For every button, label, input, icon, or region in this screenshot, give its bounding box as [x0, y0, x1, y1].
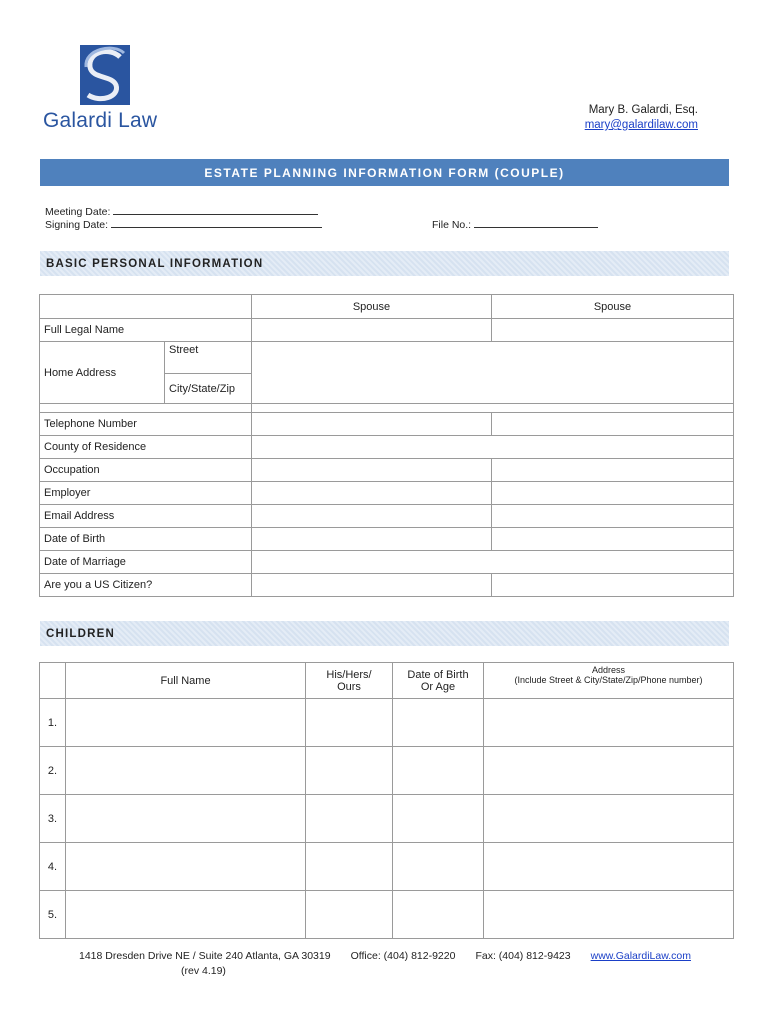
child-relation-header-line2: Ours	[337, 680, 361, 693]
child-address-cell[interactable]	[484, 747, 734, 795]
child-address-cell[interactable]	[484, 795, 734, 843]
child-relation-cell[interactable]	[306, 843, 393, 891]
child-address-cell[interactable]	[484, 699, 734, 747]
children-table	[39, 662, 734, 939]
child-row-number: 4.	[40, 843, 66, 891]
signing-date-label: Signing Date:	[45, 219, 109, 231]
basic-info-table	[39, 294, 734, 597]
footer-fax: Fax: (404) 812-9423	[475, 950, 571, 962]
child-dob-header	[393, 663, 484, 699]
section-basic-personal-info: BASIC PERSONAL INFORMATION	[40, 251, 729, 276]
email-label: Email Address	[40, 505, 252, 528]
footer-address: 1418 Dresden Drive NE / Suite 240 Atlanta, GA 30319	[79, 950, 331, 962]
page-footer	[0, 950, 770, 977]
child-name-cell[interactable]	[66, 843, 306, 891]
child-relation-header	[306, 663, 393, 699]
full-legal-name-spouse-1[interactable]	[252, 319, 492, 342]
child-row-number: 1.	[40, 699, 66, 747]
marriage-date-value[interactable]	[252, 551, 734, 574]
meeting-date-line[interactable]	[113, 205, 318, 215]
child-relation-cell[interactable]	[306, 891, 393, 939]
file-number-line[interactable]	[474, 218, 598, 228]
file-number-label: File No.:	[432, 219, 472, 231]
email-spouse-2[interactable]	[492, 505, 734, 528]
employer-spouse-1[interactable]	[252, 482, 492, 505]
employer-label: Employer	[40, 482, 252, 505]
child-relation-cell[interactable]	[306, 747, 393, 795]
employer-spouse-2[interactable]	[492, 482, 734, 505]
child-dob-cell[interactable]	[393, 843, 484, 891]
galardi-logo-icon	[80, 45, 130, 105]
occupation-label: Occupation	[40, 459, 252, 482]
home-address-value[interactable]	[252, 342, 734, 404]
child-address-header-line2: (Include Street & City/State/Zip/Phone number)	[514, 675, 703, 685]
dob-spouse-1[interactable]	[252, 528, 492, 551]
child-dob-header-line2: Or Age	[420, 680, 456, 693]
child-name-cell[interactable]	[66, 747, 306, 795]
child-dob-cell[interactable]	[393, 795, 484, 843]
meeting-date-label: Meeting Date:	[45, 206, 111, 218]
signing-date-field[interactable]	[45, 218, 322, 231]
full-legal-name-spouse-2[interactable]	[492, 319, 734, 342]
spacer-row	[252, 404, 734, 413]
footer-revision: (rev 4.19)	[181, 965, 226, 977]
child-relation-cell[interactable]	[306, 699, 393, 747]
spouse-2-header: Spouse	[492, 295, 734, 319]
spouse-1-header: Spouse	[252, 295, 492, 319]
attorney-contact	[585, 103, 698, 133]
logo-text: Galardi Law	[43, 109, 158, 132]
section-children: CHILDREN	[40, 621, 729, 646]
child-name-cell[interactable]	[66, 699, 306, 747]
signing-date-line[interactable]	[111, 218, 322, 228]
attorney-email-link[interactable]: mary@galardilaw.com	[584, 119, 698, 131]
child-address-cell[interactable]	[484, 843, 734, 891]
footer-office-phone: Office: (404) 812-9220	[350, 950, 456, 962]
child-name-cell[interactable]	[66, 795, 306, 843]
dob-spouse-2[interactable]	[492, 528, 734, 551]
child-address-header-line1: Address	[591, 665, 626, 675]
us-citizen-spouse-2[interactable]	[492, 574, 734, 597]
meeting-date-field[interactable]	[45, 205, 318, 218]
child-dob-cell[interactable]	[393, 747, 484, 795]
child-row-number: 2.	[40, 747, 66, 795]
full-legal-name-label: Full Legal Name	[40, 319, 252, 342]
child-address-cell[interactable]	[484, 891, 734, 939]
email-spouse-1[interactable]	[252, 505, 492, 528]
us-citizen-spouse-1[interactable]	[252, 574, 492, 597]
footer-website-link[interactable]: www.GalardiLaw.com	[590, 950, 691, 962]
child-dob-header-line1: Date of Birth	[407, 668, 469, 681]
child-full-name-header: Full Name	[66, 663, 306, 699]
telephone-spouse-2[interactable]	[492, 413, 734, 436]
occupation-spouse-1[interactable]	[252, 459, 492, 482]
child-row-number: 3.	[40, 795, 66, 843]
us-citizen-label: Are you a US Citizen?	[40, 574, 252, 597]
children-header-blank	[40, 663, 66, 699]
file-number-field[interactable]	[432, 218, 598, 231]
child-relation-cell[interactable]	[306, 795, 393, 843]
telephone-spouse-1[interactable]	[252, 413, 492, 436]
basic-header-blank	[40, 295, 252, 319]
home-address-label: Home Address	[40, 342, 165, 404]
child-dob-cell[interactable]	[393, 891, 484, 939]
child-row-number: 5.	[40, 891, 66, 939]
county-label: County of Residence	[40, 436, 252, 459]
child-dob-cell[interactable]	[393, 699, 484, 747]
form-title: ESTATE PLANNING INFORMATION FORM (COUPLE)	[40, 159, 729, 186]
county-value[interactable]	[252, 436, 734, 459]
occupation-spouse-2[interactable]	[492, 459, 734, 482]
city-state-zip-label: City/State/Zip	[165, 374, 252, 404]
spacer-row	[40, 404, 252, 413]
telephone-label: Telephone Number	[40, 413, 252, 436]
dob-label: Date of Birth	[40, 528, 252, 551]
child-name-cell[interactable]	[66, 891, 306, 939]
child-address-header	[484, 663, 734, 699]
street-label: Street	[165, 342, 252, 374]
child-relation-header-line1: His/Hers/	[326, 668, 372, 681]
attorney-name: Mary B. Galardi, Esq.	[588, 104, 698, 116]
marriage-date-label: Date of Marriage	[40, 551, 252, 574]
